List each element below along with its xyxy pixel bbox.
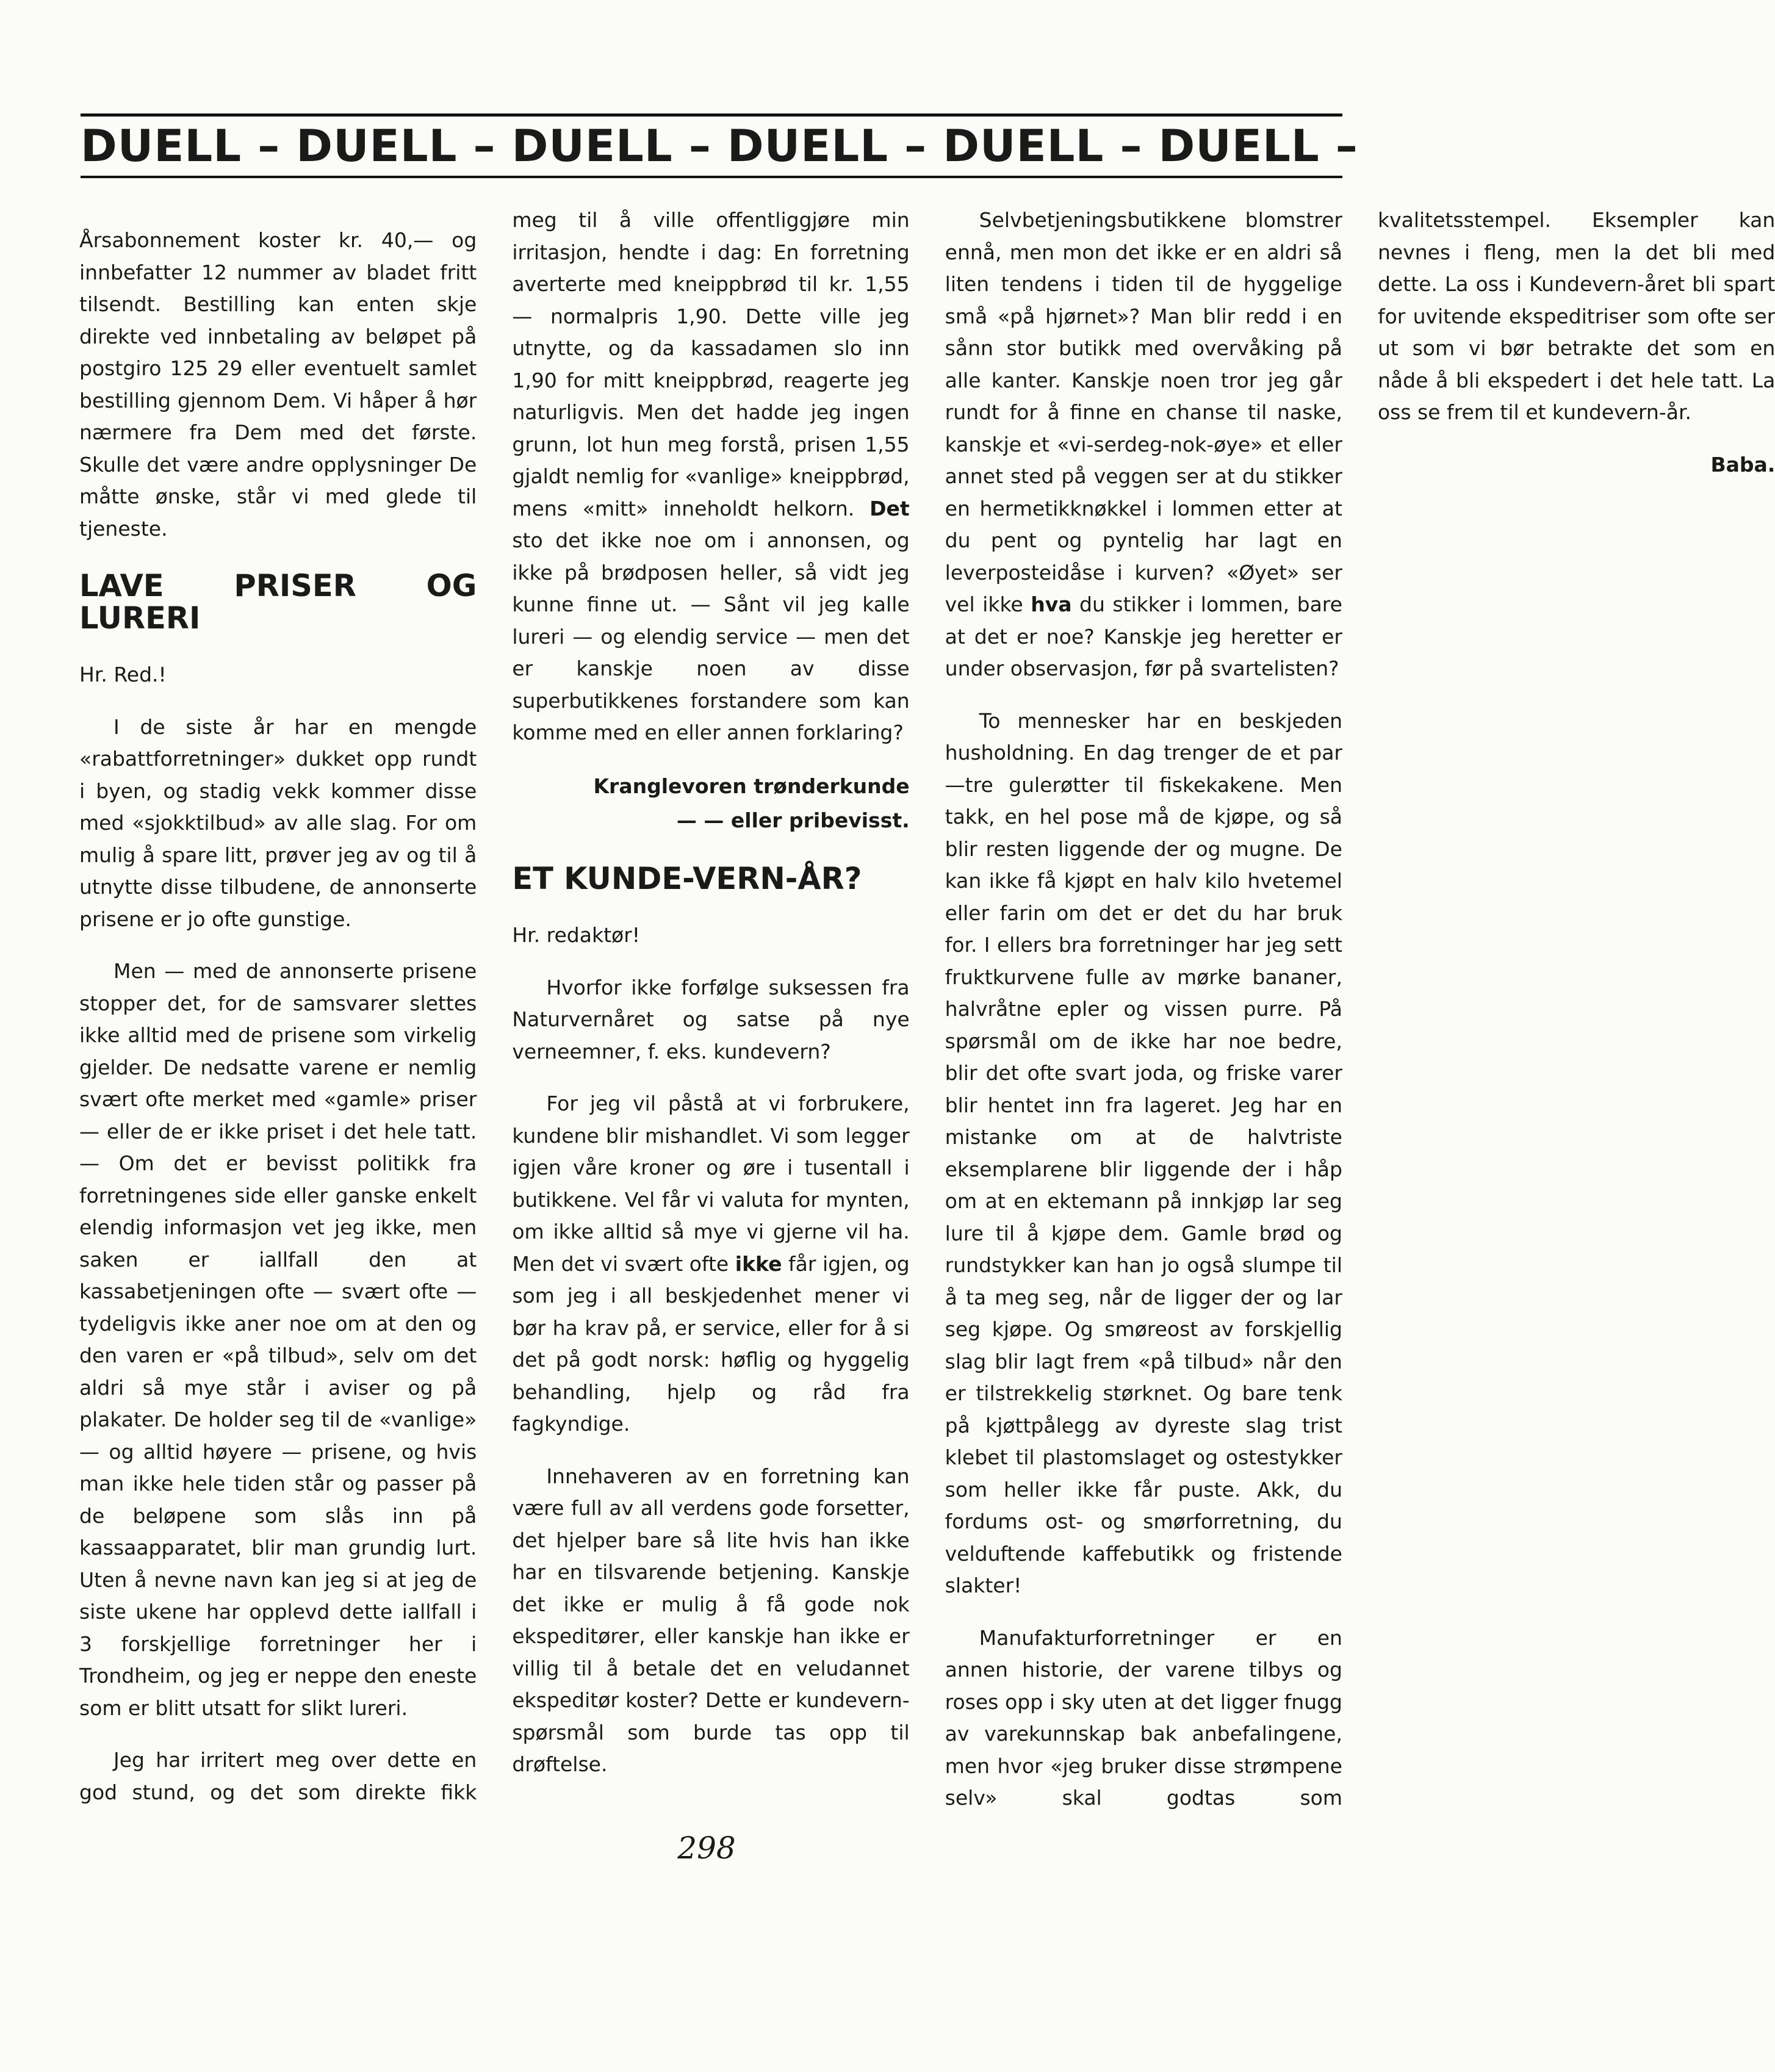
article-2-paragraph-4-end: du stikker i lommen, bare at det er noe? Kanskje jeg heretter er under observasjon, før på svartelisten? xyxy=(945,592,1342,680)
article-1-paragraph-3-end: sto det ikke noe om i annonsen, og ikke på brødposen heller, så vidt jeg kunne finne ut. — Sånt vil jeg kalle lureri — og elendig service — men det er kanskje noen av disse superbutikkenes forstandere som kan komme med en eller annen forklaring? xyxy=(512,528,910,744)
article-2-title: ET KUNDE-VERN-ÅR? xyxy=(512,860,862,896)
article-2-paragraph-1: Hvorfor ikke forfølge suksessen fra Naturvernåret og satse på nye verneemner, f. eks. kundevern? xyxy=(512,975,910,1063)
masthead-title: DUELL – DUELL – DUELL – DUELL – DUELL – DUELL – xyxy=(81,120,1358,171)
masthead-bottom-rule xyxy=(81,176,1342,178)
article-2-paragraph-4 xyxy=(945,204,1342,685)
article-flow xyxy=(79,204,1775,1840)
article-2-emphasis-hva: hva xyxy=(1031,592,1072,616)
article-2-paragraph-2 xyxy=(512,1088,909,1441)
article-1-signature-line-1: Kranglevoren trønderkunde xyxy=(593,774,910,798)
article-2-paragraph-6: Manufakturforretninger er en annen historie, der varene tilbys og roses opp i sky uten at det ligger fnugg av varekunnskap bak anbefalingene, men hvor «jeg bruker disse strømpene selv» skal godtas som kvalitetsstempel. Eksempler kan nevnes i fleng, men la det bli med dette. La oss i Kundevern-året bli spart for uvitende ekspeditriser som ofte ser ut som vi bør betrakte det som en nåde å bli ekspedert i det hele tatt. La oss se frem til et kundevern-år. xyxy=(945,208,1775,1810)
article-1-title: LAVE PRISER OG LURERI xyxy=(79,568,477,636)
article-1-paragraph-3-text: Jeg har irritert meg over dette en god stund, og det som direkte fikk meg til å ville offentliggjøre min irritasjon, hendte i dag: En forretning averterte med kneippbrød til kr. 1,55 — normalpris 1,90. Dette ville jeg utnytte, og da kassadamen slo inn 1,90 for mitt kneippbrød, reagerte jeg naturligvis. Men det hadde jeg ingen grunn, lot hun meg forstå, prisen 1,55 gjaldt nemlig for «vanlige» kneippbrød, mens «mitt» inneholdt helkorn. xyxy=(79,208,910,1804)
article-2-emphasis-ikke: ikke xyxy=(735,1251,782,1276)
article-1-salutation: Hr. Red.! xyxy=(79,663,167,687)
article-1-signature xyxy=(512,769,909,838)
masthead-top-rule xyxy=(81,113,1342,117)
article-1-emphasis: Det xyxy=(869,496,910,520)
article-2-salutation: Hr. redaktør! xyxy=(512,923,641,948)
article-2-paragraph-4-text: Selvbetjeningsbutikkene blomstrer ennå, men mon det ikke er en aldri så liten tendens i tiden til de hyggelige små «på hjørnet»? Man blir redd i en sånn stor butikk med overvåking på alle kanter. Kanskje noen tror jeg går rundt for å finne en chanse til naske, kanskje et «vi-serdeg-nok-øye» et eller annet sted på veggen ser at du stikker en hermetikknøkkel i lommen etter at du pent og pyntelig har lagt en leverposteidåse i kurven? «Øyet» ser vel ikke xyxy=(945,208,1342,616)
article-1-paragraph-2: Men — med de annonserte prisene stopper det, for de samsvarer slettes ikke alltid med de prisene som virkelig gjelder. De nedsatte varene er nemlig svært ofte merket med «gamle» priser — eller de er ikke priset i det hele tatt. — Om det er bevisst politikk fra forretningenes side eller ganske enkelt elendig informasjon vet jeg ikke, men saken er iallfall den at kassabetjeningen ofte — svært ofte — tydeligvis ikke aner noe om at den og den varen er «på tilbud», selv om det aldri så mye står i aviser og på plakater. De holder seg til de «vanlige» — og alltid høyere — prisene, og hvis man ikke hele tiden står og passer på de beløpene som slås inn på kassaapparatet, blir man grundig lurt. Uten å nevne navn kan jeg si at jeg de siste ukene har opplevd dette iallfall i 3 forskjellige forretninger her i Trondheim, og jeg er neppe den eneste som er blitt utsatt for slikt lureri. xyxy=(79,959,477,1720)
article-1-signature-line-2: — — eller pribevisst. xyxy=(676,808,910,832)
article-2-paragraph-2-text: For jeg vil påstå at vi forbrukere, kundene blir mishandlet. Vi som legger igjen våre kroner og øre i tusentall i butikkene. Vel får vi valuta for mynten, om ikke alltid så mye vi gjerne vil ha. Men det vi svært ofte xyxy=(512,1092,910,1276)
subscription-info: Årsabonnement koster kr. 40,— og innbefatter 12 nummer av bladet fritt tilsendt. Bestilling kan enten skje direkte ved innbetaling av beløpet på postgiro 125 29 eller eventuelt samlet bestilling gjennom Dem. Vi håper å hør nærmere fra Dem med det første. Skulle det være andre opplysninger De måtte ønske, står vi med glede til tjeneste. xyxy=(79,228,477,541)
article-1-paragraph-1: I de siste år har en mengde «rabattforretninger» dukket opp rundt i byen, og stadig vekk kommer disse med «sjokktilbud» av alle slag. For om mulig å spare litt, prøver jeg av og til å utnytte disse tilbudene, de annonserte prisene er jo ofte gunstige. xyxy=(79,714,477,931)
page-number: 298 xyxy=(677,1830,736,1866)
article-2-paragraph-5: To mennesker har en beskjeden husholdning. En dag trenger de et par—tre gulerøtter til fiskekakene. Men takk, en hel pose må de kjøpe, og så blir resten liggende der og mugne. De kan ikke få kjøpt en halv kilo hvetemel eller farin om det er det du har bruk for. I ellers bra forretninger har jeg sett fruktkurvene fulle av mørke bananer, halvråtne epler og vissen purre. På spørsmål om de ikke har noe bedre, blir det ofte svart joda, og friske varer blir hentet inn fra lageret. Jeg har en mistanke om at de halvtriste eksemplarene blir liggende der i håp om at en ektemann på innkjøp lar seg lure til å kjøpe dem. Gamle brød og rundstykker kan han jo også slumpe til å ta meg seg, når de ligger der og lar seg kjøpe. Og smøreost av forskjellig slag blir lagt frem «på tilbud» når den er tilstrekkelig størknet. Og bare tenk på kjøttpålegg av dyreste slag trist klebet til plastomslaget og ostestykker som heller ikke får puste. Akk, du fordums ost- og smørforretning, du velduftende kaffebutikk og fristende slakter! xyxy=(945,708,1342,1597)
article-2-signature: Baba. xyxy=(1710,452,1775,477)
article-2-paragraph-3: Innehaveren av en forretning kan være full av all verdens gode forsetter, det hjelper bare så lite hvis han ikke har en tilsvarende betjening. Kanskje det ikke er mulig å få gode nok ekspeditører, eller kanskje han ikke er villig til å betale det en veludannet ekspeditør koster? Dette er kundevern-spørsmål som burde tas opp til drøftelse. xyxy=(512,1464,910,1777)
article-2-paragraph-2-end: får igjen, og som jeg i all beskjedenhet mener vi bør ha krav på, er service, eller for å si det på godt norsk: høflig og hyggelig behandling, hjelp og råd fra fagkyndige. xyxy=(512,1251,910,1436)
